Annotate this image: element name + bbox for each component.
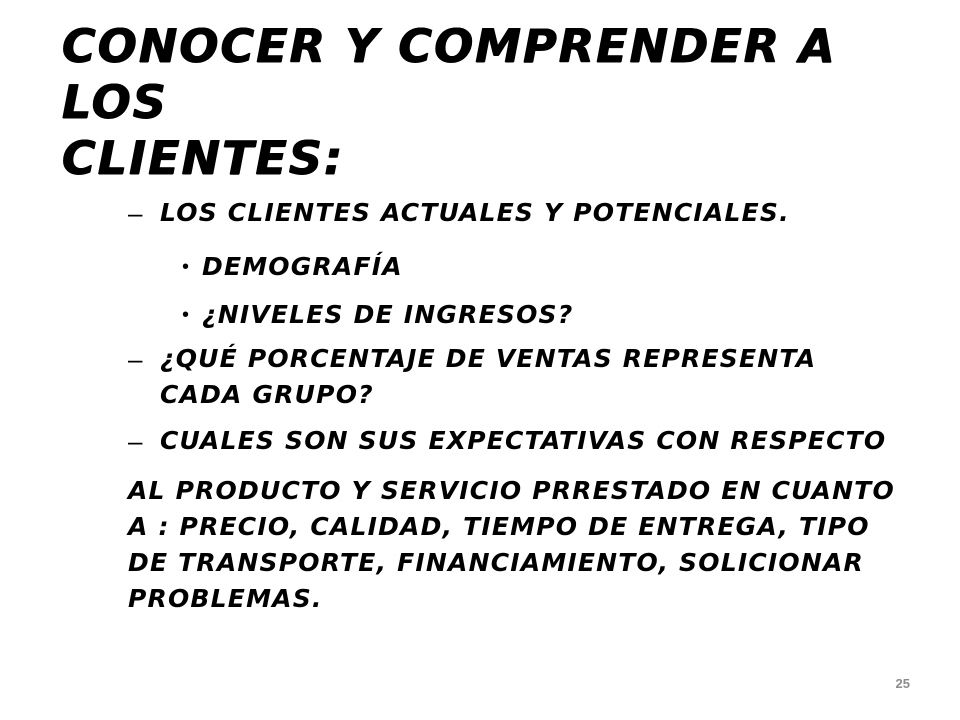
list-item-expectativas: CUALES SON SUS EXPECTATIVAS CON RESPECTO — [160, 426, 887, 455]
title-line-1: CONOCER Y COMPRENDER A LOS — [62, 19, 837, 129]
list-item-ingresos: ¿NIVELES DE INGRESOS? — [202, 300, 574, 329]
dash-marker: – — [128, 198, 143, 228]
bullet-marker: • — [182, 256, 190, 278]
paragraph-line-4: PROBLEMAS. — [128, 584, 323, 613]
paragraph-line-1: AL PRODUCTO Y SERVICIO PRRESTADO EN CUANTO — [128, 476, 895, 505]
page-number: 25 — [895, 676, 910, 691]
list-item-demografia: DEMOGRAFÍA — [202, 252, 403, 281]
dash-marker: – — [128, 344, 143, 374]
list-item-porcentaje-line-2: CADA GRUPO? — [160, 380, 374, 409]
bullet-marker: • — [182, 304, 190, 326]
dash-marker: – — [128, 426, 143, 456]
list-item-porcentaje-line-1: ¿QUÉ PORCENTAJE DE VENTAS REPRESENTA — [160, 344, 817, 373]
paragraph-line-2: A : PRECIO, CALIDAD, TIEMPO DE ENTREGA, TIPO — [128, 512, 870, 541]
list-item-clientes: LOS CLIENTES ACTUALES Y POTENCIALES. — [160, 198, 790, 227]
paragraph-line-3: DE TRANSPORTE, FINANCIAMIENTO, SOLICIONAR — [128, 548, 864, 577]
title-line-2: CLIENTES: — [62, 131, 345, 185]
